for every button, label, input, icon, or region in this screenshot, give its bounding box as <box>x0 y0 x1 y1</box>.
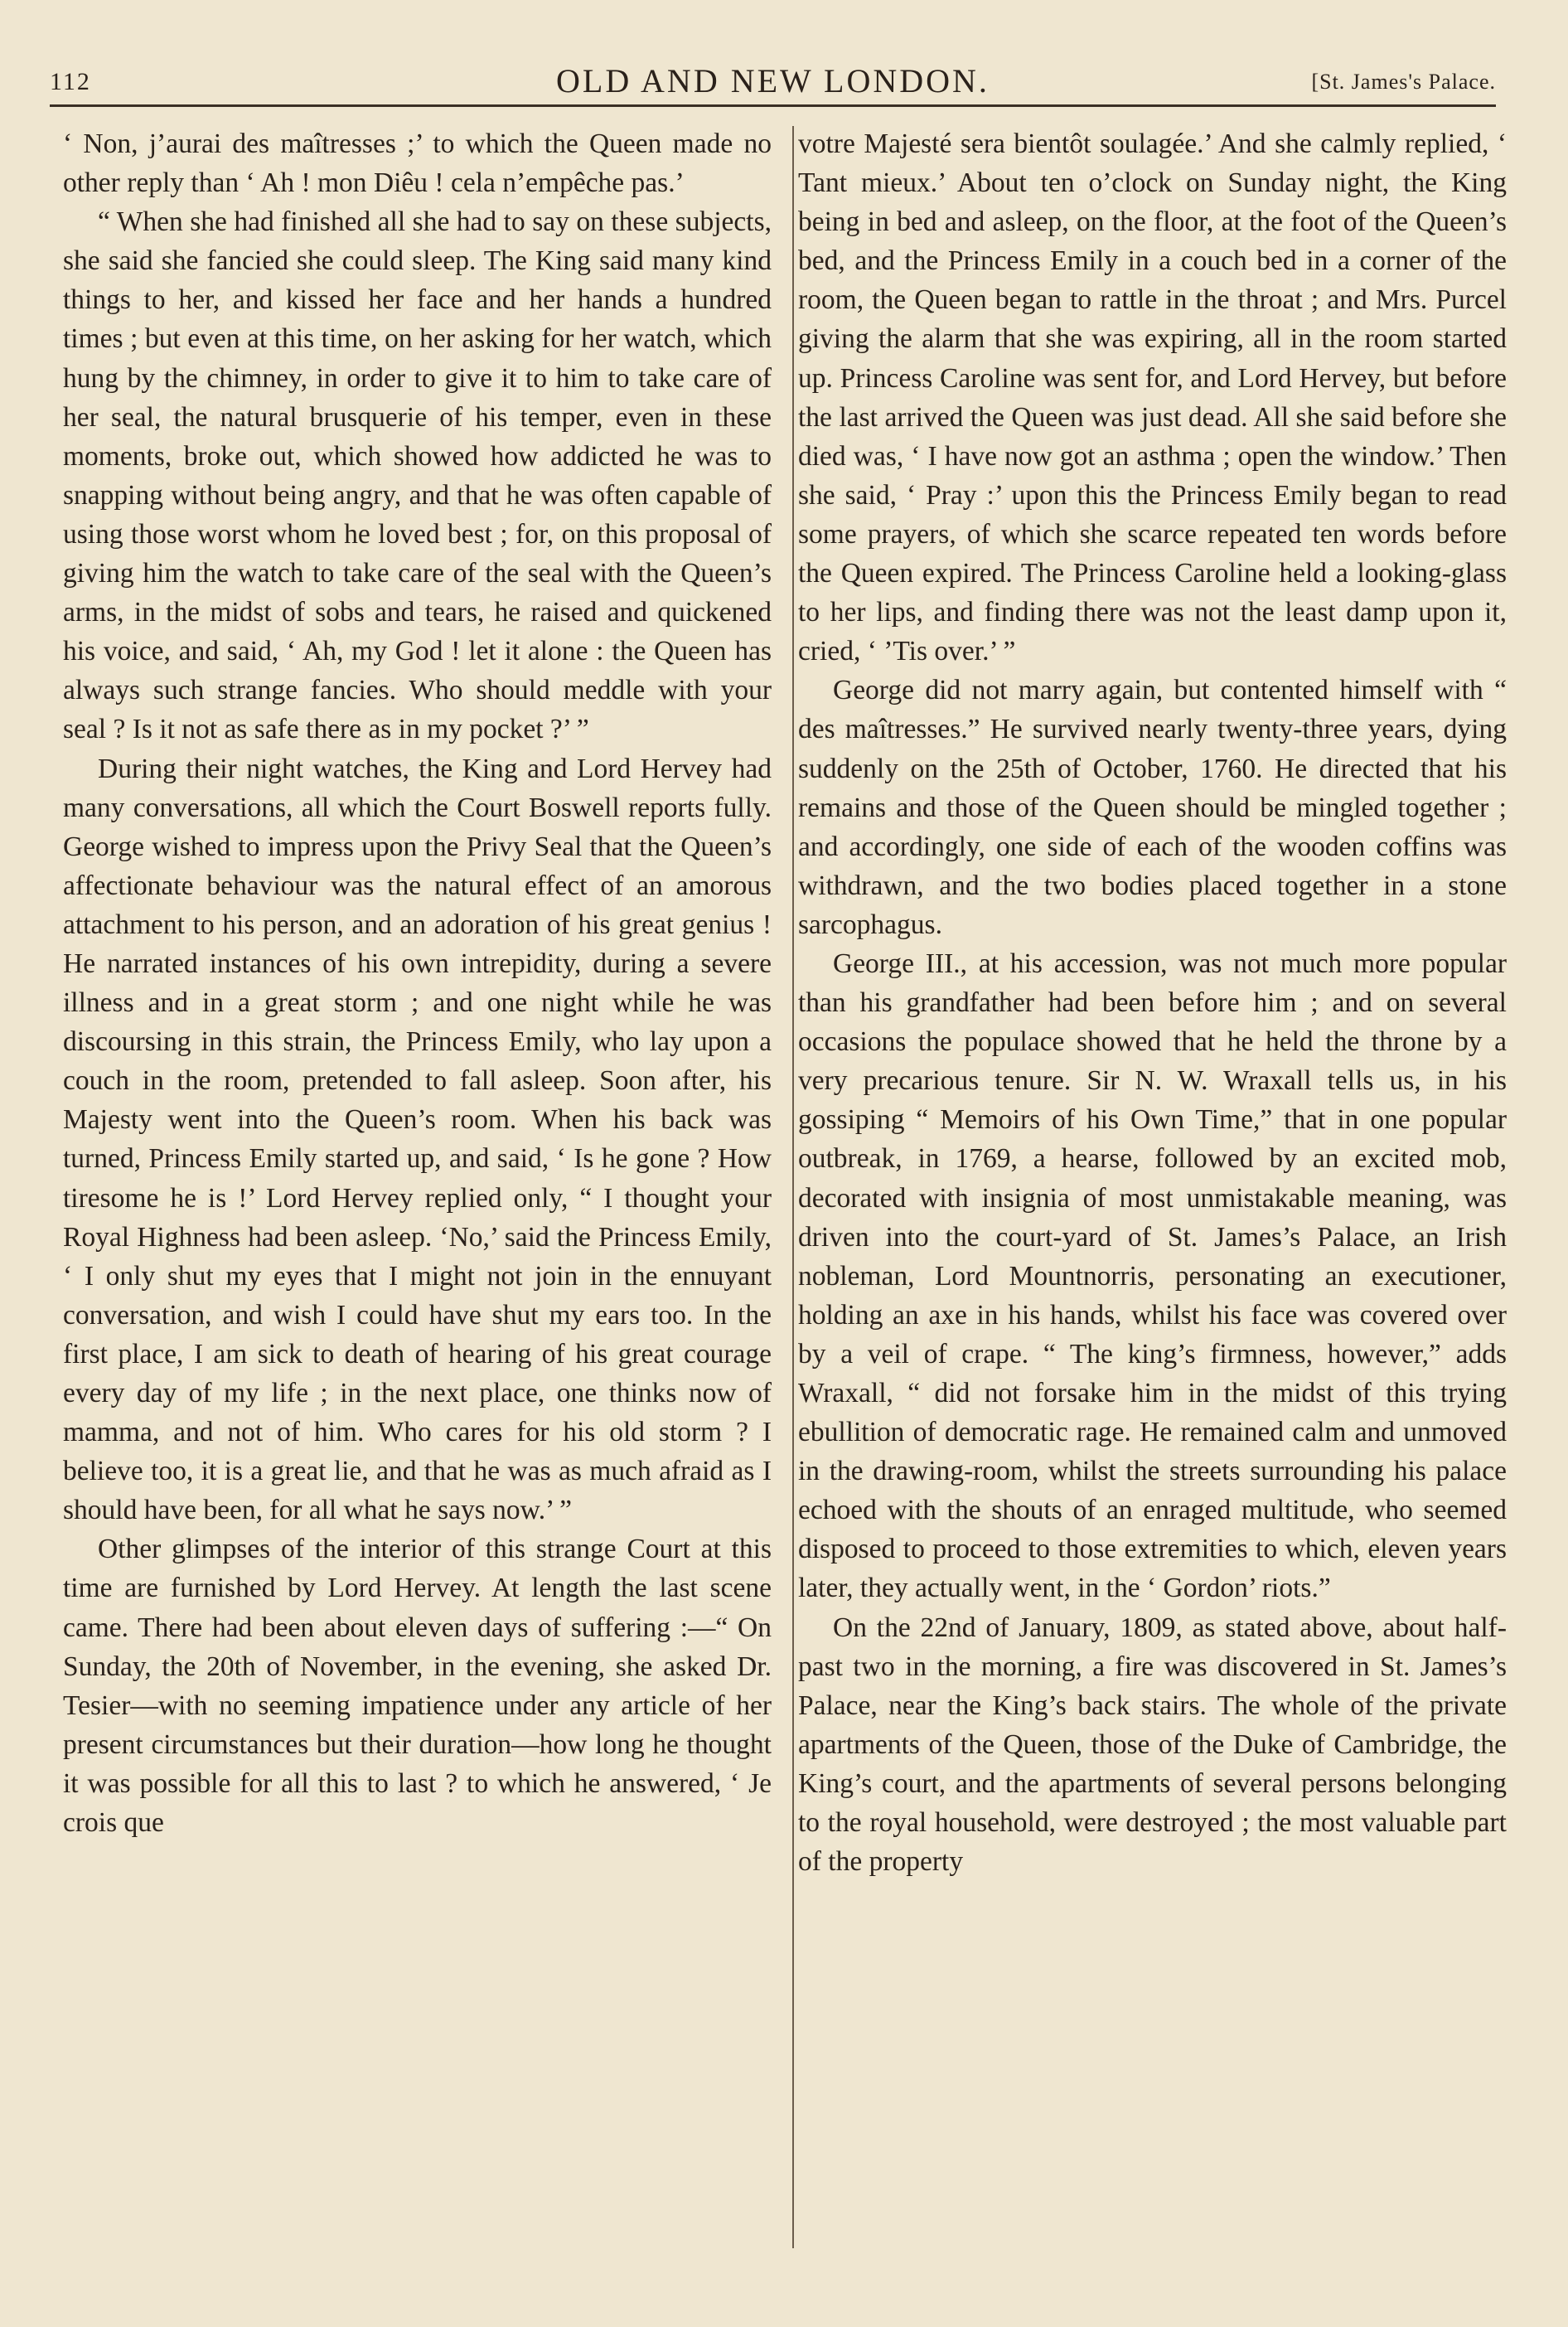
paragraph: During their night watches, the King and Lord Hervey had many conversations, all which the Court Boswell reports fully. George wished to impress upon the Privy Seal that the Queen’s affectionate behaviour was the natural effect of an amorous attachment to his person, and an adoration of his great genius ! He narrated instances of his own intrepidity, during a severe illness and in a great storm ; and one night while he was discoursing in this strain, the Princess Emily, who lay upon a couch in the room, pretended to fall asleep. Soon after, his Majesty went into the Queen’s room. When his back was turned, Princess Emily started up, and said, ‘ Is he gone ? How tiresome he is !’ Lord Hervey replied only, “ I thought your Royal Highness had been asleep. ‘No,’ said the Princess Emily, ‘ I only shut my eyes that I might not join in the ennuyant conversation, and wish I could have shut my ears too. In the first place, I am sick to death of hearing of his great courage every day of my life ; in the next place, one thinks now of mamma, and not of him. Who cares for his old storm ? I believe too, it is a great lie, and that he was as much afraid as I should have been, for all what he says now.’ ” <box>63 753 772 1526</box>
header-rule <box>50 104 1496 107</box>
right-column <box>798 124 1507 1881</box>
paragraph: Other glimpses of the interior of this strange Court at this time are furnished by Lord Hervey. At length the last scene came. There had been about eleven days of suffering :—“ On Sunday, the 20th of November, in the evening, she asked Dr. Tesier—with no seeming impatience under any article of her present circumstances but their duration—how long he thought it was possible for all this to last ? to which he answered, ‘ Je crois que <box>63 1534 772 1839</box>
paragraph: votre Majesté sera bientôt soulagée.’ And she calmly replied, ‘ Tant mieux.’ About ten o’clock on Sunday night, the King being in bed and asleep, on the floor, at the foot of the Queen’s bed, and the Princess Emily in a couch bed in a corner of the room, the Queen began to rattle in the throat ; and Mrs. Purcel giving the alarm that she was expiring, all in the room started up. Princess Caroline was sent for, and Lord Hervey, but before the last arrived the Queen was just dead. All she said before she died was, ‘ I have now got an asthma ; open the window.’ Then she said, ‘ Pray :’ upon this the Princess Emily began to read some prayers, of which she scarce repeated ten words before the Queen expired. The Princess Caroline held a looking-glass to her lips, and finding there was not the least damp upon it, cried, ‘ ’Tis over.’ ” <box>798 128 1507 667</box>
page-number: 112 <box>50 68 91 95</box>
paragraph: ‘ Non, j’aurai des maîtresses ;’ to which the Queen made no other reply than ‘ Ah ! mon Diêu ! cela n’empêche pas.’ <box>63 128 772 199</box>
paragraph: “ When she had finished all she had to say on these subjects, she said she fancied she could sleep. The King said many kind things to her, and kissed her face and her hands a hundred times ; but even at this time, on her asking for her watch, which hung by the chimney, in order to give it to him to take care of her seal, the natural brusquerie of his temper, even in these moments, broke out, which showed how addicted he was to snapping without being angry, and that he was often capable of using those worst whom he loved best ; for, on this proposal of giving him the watch to take care of the seal with the Queen’s arms, in the midst of sobs and tears, he raised and quickened his voice, and said, ‘ Ah, my God ! let it alone : the Queen has always such strange fancies. Who should meddle with your seal ? Is it not as safe there as in my pocket ?’ ” <box>63 206 772 745</box>
left-column <box>63 124 772 1842</box>
paragraph: George did not marry again, but contented himself with “ des maîtresses.” He survived nearly twenty-three years, dying suddenly on the 25th of October, 1760. He directed that his remains and those of the Queen should be mingled together ; and accordingly, one side of each of the wooden coffins was withdrawn, and the two bodies placed together in a stone sarcophagus. <box>798 675 1507 940</box>
paragraph: George III., at his accession, was not much more popular than his grandfather had been before him ; and on several occasions the populace showed that he held the throne by a very precarious tenure. Sir N. W. Wraxall tells us, in his gossiping “ Memoirs of his Own Time,” that in one popular outbreak, in 1769, a hearse, followed by an excited mob, decorated with insignia of most unmistakable meaning, was driven into the court-yard of St. James’s Palace, an Irish nobleman, Lord Mountnorris, personating an executioner, holding an axe in his hands, whilst his face was covered over by a veil of crape. “ The king’s firmness, however,” adds Wraxall, “ did not forsake him in the midst of this trying ebullition of democratic rage. He remained calm and unmoved in the drawing-room, whilst the streets surrounding his palace echoed with the shouts of an enraged multitude, who seemed disposed to proceed to those extremities to which, eleven years later, they actually went, in the ‘ Gordon’ riots.” <box>798 948 1507 1604</box>
running-title: OLD AND NEW LONDON. <box>556 62 990 99</box>
section-reference: [St. James's Palace. <box>1311 70 1496 94</box>
column-divider <box>792 126 794 2248</box>
page-header <box>50 60 1496 109</box>
paragraph: On the 22nd of January, 1809, as stated above, about half-past two in the morning, a fire was discovered in St. James’s Palace, near the King’s back stairs. The whole of the private apartments of the Queen, those of the Duke of Cambridge, the King’s court, and the apartments of several persons belonging to the royal household, were destroyed ; the most valuable part of the property <box>798 1612 1507 1878</box>
